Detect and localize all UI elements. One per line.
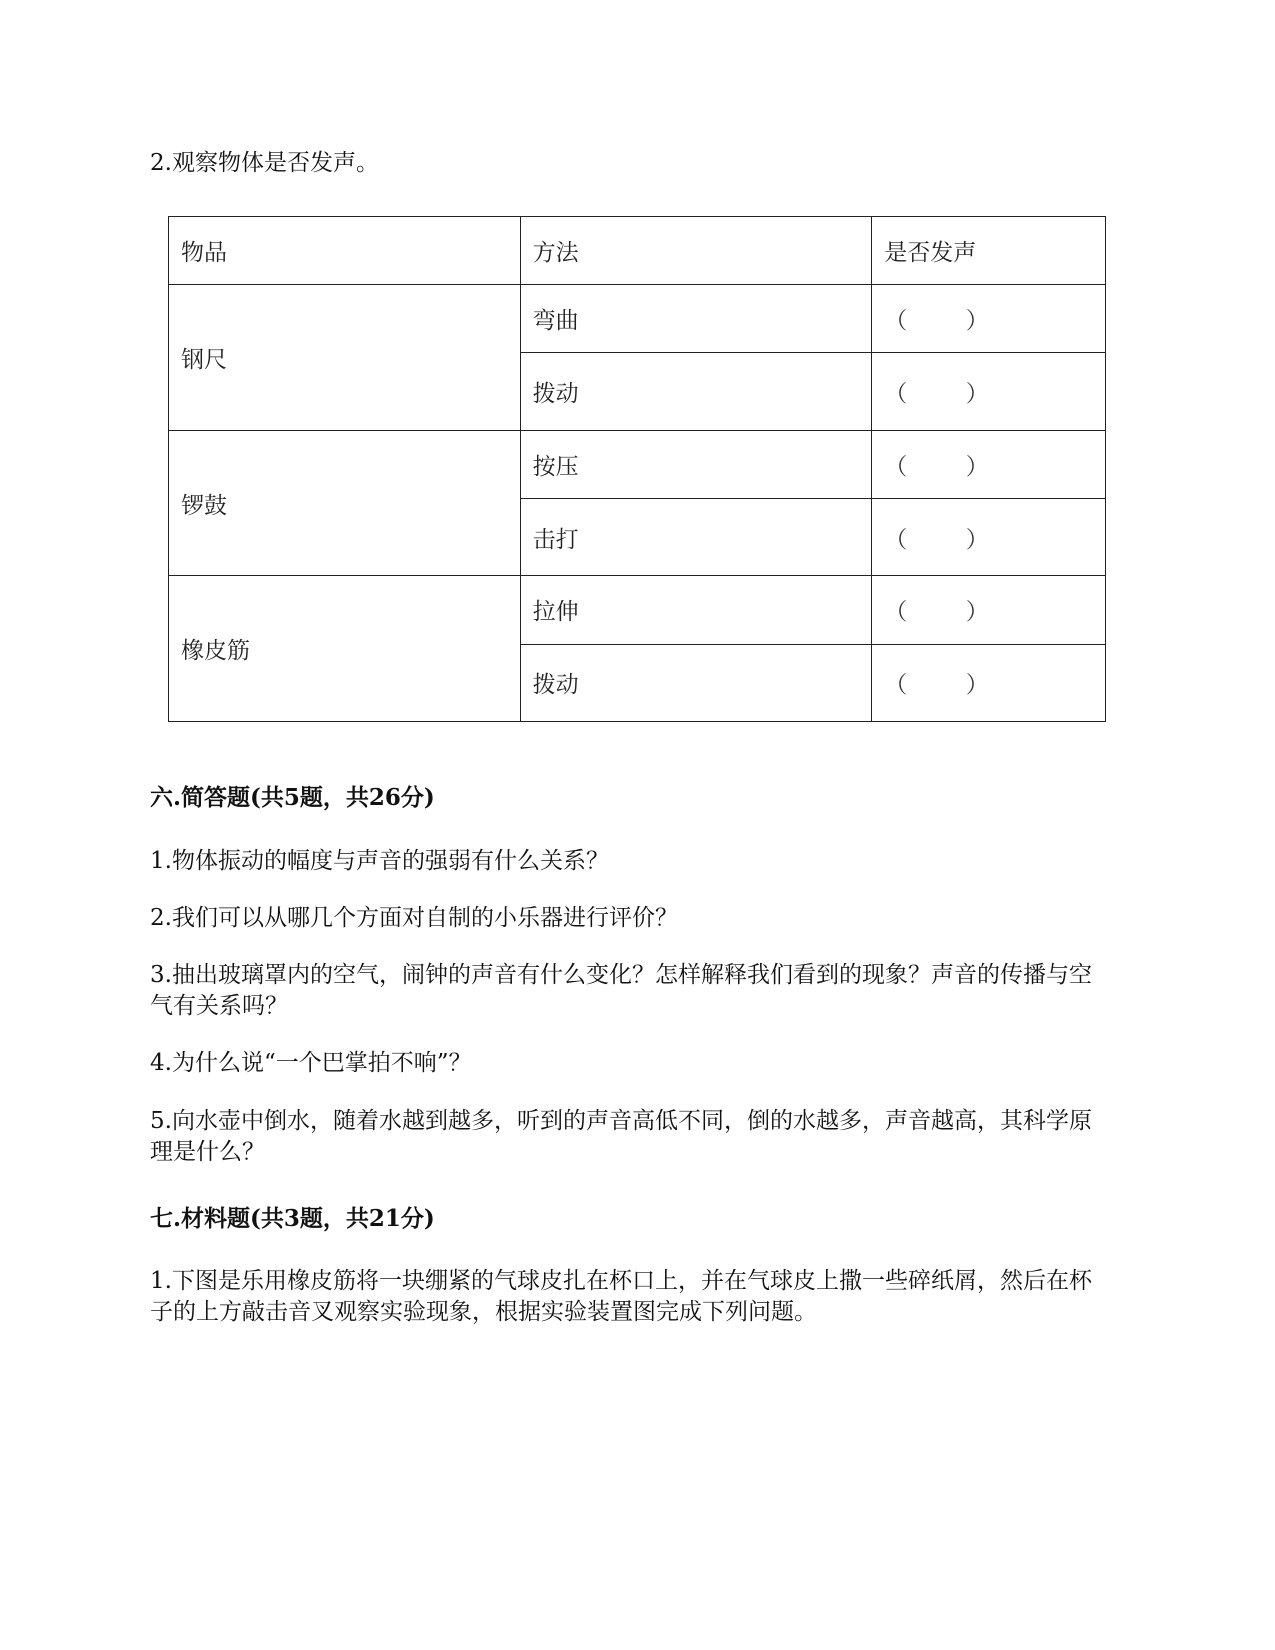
method-cell: 弯曲 (520, 285, 872, 353)
item-cell: 钢尺 (169, 285, 521, 431)
header-method: 方法 (520, 217, 872, 285)
section-6-question-4: 4.为什么说“一个巴掌拍不响”？ (150, 1050, 472, 1076)
section-6-question-2: 2.我们可以从哪几个方面对自制的小乐器进行评价？ (150, 905, 678, 931)
method-cell: 拉伸 (520, 576, 872, 644)
answer-blank[interactable]: （ ） (872, 353, 1106, 430)
method-cell: 击打 (520, 498, 872, 575)
item-cell: 锣鼓 (169, 430, 521, 576)
item-cell: 橡皮筋 (169, 576, 521, 722)
method-cell: 拨动 (520, 644, 872, 721)
answer-blank[interactable]: （ ） (872, 644, 1106, 721)
table-header-row (169, 217, 1106, 285)
section-6-question-5: 5.向水壶中倒水，随着水越到越多，听到的声音高低不同，倒的水越多，声音越高，其科学原理是什么？ (150, 1108, 1092, 1165)
table-row (169, 576, 1106, 644)
sound-observation-table (168, 216, 1106, 722)
table-row (169, 285, 1106, 353)
answer-blank[interactable]: （ ） (872, 576, 1106, 644)
answer-blank[interactable]: （ ） (872, 285, 1106, 353)
answer-blank[interactable]: （ ） (872, 430, 1106, 498)
question-2-prompt: 2.观察物体是否发声。 (150, 150, 379, 176)
section-7-question-1: 1.下图是乐用橡皮筋将一块绷紧的气球皮扎在杯口上，并在气球皮上撒一些碎纸屑，然后在杯子的上方敲击音叉观察实验现象，根据实验装置图完成下列问题。 (150, 1268, 1092, 1325)
answer-blank[interactable]: （ ） (872, 498, 1106, 575)
header-sound: 是否发声 (872, 217, 1106, 285)
table-row (169, 430, 1106, 498)
section-7-heading: 七.材料题(共3题，共21分) (150, 1205, 435, 1232)
section-6-heading: 六.简答题(共5题，共26分) (150, 784, 435, 811)
header-item: 物品 (169, 217, 521, 285)
section-6-question-1: 1.物体振动的幅度与声音的强弱有什么关系？ (150, 848, 609, 874)
section-6-question-3: 3.抽出玻璃罩内的空气，闹钟的声音有什么变化？怎样解释我们看到的现象？声音的传播与空气有关系吗？ (150, 962, 1092, 1019)
method-cell: 拨动 (520, 353, 872, 430)
method-cell: 按压 (520, 430, 872, 498)
